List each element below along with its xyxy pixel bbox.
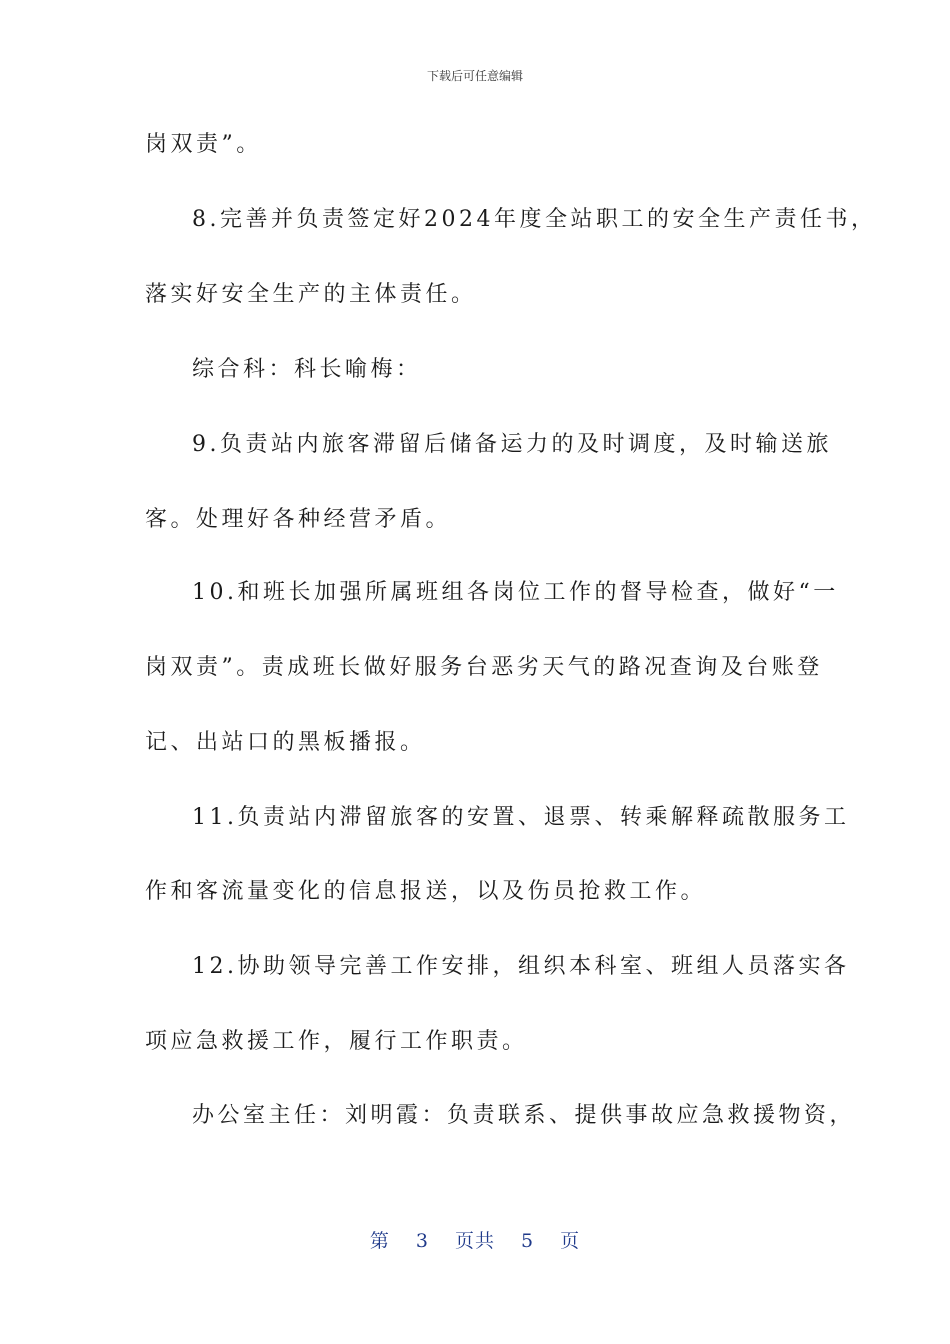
footer-prefix: 第 (369, 1230, 390, 1252)
page-footer (0, 1226, 950, 1253)
body-line: 9.负责站内旅客滞留后储备运力的及时调度，及时输送旅 (192, 432, 832, 457)
footer-middle: 页共 (454, 1230, 495, 1252)
body-line: 客。处理好各种经营矛盾。 (145, 507, 452, 532)
body-line: 岗双责”。责成班长做好服务台恶劣天气的路况查询及台账登 (145, 655, 823, 680)
page-header: 下载后可任意编辑 (426, 69, 523, 83)
body-line: 记、出站口的黑板播报。 (145, 730, 426, 755)
body-line: 项应急救援工作，履行工作职责。 (145, 1029, 528, 1054)
body-line: 落实好安全生产的主体责任。 (145, 282, 477, 307)
body-line: 10.和班长加强所属班组各岗位工作的督导检查，做好“一 (192, 580, 839, 605)
body-line: 12.协助领导完善工作安排，组织本科室、班组人员落实各 (192, 954, 850, 979)
body-line: 岗双责”。 (145, 132, 262, 157)
footer-suffix: 页 (560, 1230, 581, 1252)
footer-total-pages: 5 (521, 1230, 535, 1252)
footer-current-page: 3 (415, 1230, 429, 1252)
body-line: 作和客流量变化的信息报送，以及伤员抢救工作。 (145, 879, 707, 904)
body-line: 8.完善并负责签定好2024年度全站职工的安全生产责任书， (192, 207, 877, 232)
body-line: 11.负责站内滞留旅客的安置、退票、转乘解释疏散服务工 (192, 805, 850, 830)
body-line: 办公室主任：刘明霞：负责联系、提供事故应急救援物资， (192, 1103, 856, 1128)
body-line: 综合科：科长喻梅： (192, 357, 422, 382)
